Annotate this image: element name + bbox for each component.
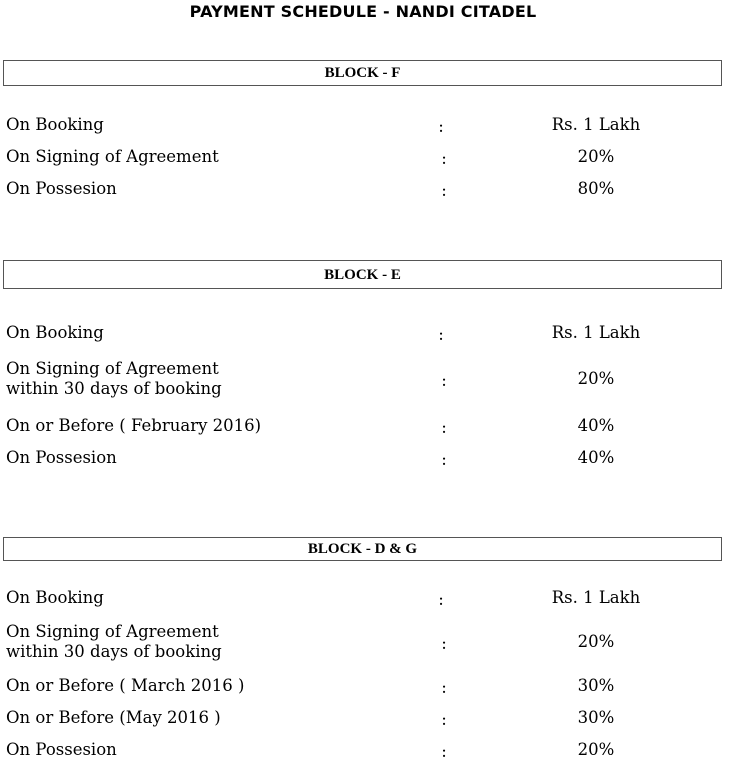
- block-dg-row-march: [0, 676, 736, 696]
- row-separator: :: [438, 117, 444, 136]
- row-value: 30%: [577, 708, 615, 727]
- row-separator: :: [441, 418, 447, 437]
- row-value: 40%: [577, 416, 615, 435]
- block-f-header: BLOCK - F: [3, 60, 722, 86]
- block-e-row-possession: [0, 448, 736, 468]
- row-label: On Booking: [6, 323, 104, 342]
- block-e-row-february: [0, 416, 736, 436]
- block-dg-row-booking: [0, 588, 736, 608]
- row-label: On Possesion: [6, 448, 117, 467]
- block-f-row-agreement: [0, 147, 736, 167]
- row-value: 30%: [577, 676, 615, 695]
- block-e-row-booking: [0, 323, 736, 343]
- row-separator: :: [438, 590, 444, 609]
- block-dg-row-possession: [0, 740, 736, 760]
- row-label: On Signing of Agreement: [6, 147, 219, 166]
- block-f-row-possession: [0, 179, 736, 199]
- row-separator: :: [441, 149, 447, 168]
- row-value: 20%: [577, 632, 615, 651]
- row-separator: :: [441, 181, 447, 200]
- row-value: Rs. 1 Lakh: [551, 588, 641, 607]
- block-e-row-agreement: [0, 359, 736, 399]
- row-separator: :: [441, 678, 447, 697]
- block-dg-header: BLOCK - D & G: [3, 537, 722, 561]
- row-value: Rs. 1 Lakh: [551, 115, 641, 134]
- block-dg-row-may: [0, 708, 736, 728]
- row-separator: :: [441, 742, 447, 761]
- row-label: On Signing of Agreement: [6, 622, 219, 641]
- row-label: On Possesion: [6, 740, 117, 759]
- row-label: On or Before (May 2016 ): [6, 708, 221, 727]
- row-label-line2: within 30 days of booking: [6, 642, 222, 661]
- row-separator: :: [441, 371, 447, 390]
- row-value: 20%: [577, 369, 615, 388]
- row-separator: :: [438, 325, 444, 344]
- block-e-header: BLOCK - E: [3, 260, 722, 289]
- row-label: On Booking: [6, 588, 104, 607]
- row-separator: :: [441, 634, 447, 653]
- row-label: On or Before ( March 2016 ): [6, 676, 245, 695]
- row-label: On Booking: [6, 115, 104, 134]
- row-value: 20%: [577, 147, 615, 166]
- row-label: On Possesion: [6, 179, 117, 198]
- row-separator: :: [441, 450, 447, 469]
- row-value: 20%: [577, 740, 615, 759]
- row-value: 40%: [577, 448, 615, 467]
- row-value: 80%: [577, 179, 615, 198]
- row-label: On Signing of Agreement: [6, 359, 219, 378]
- block-f-row-booking: [0, 115, 736, 135]
- page-title: PAYMENT SCHEDULE - NANDI CITADEL: [189, 2, 537, 21]
- row-separator: :: [441, 710, 447, 729]
- block-dg-row-agreement: [0, 622, 736, 662]
- row-value: Rs. 1 Lakh: [551, 323, 641, 342]
- row-label: On or Before ( February 2016): [6, 416, 262, 435]
- row-label-line2: within 30 days of booking: [6, 379, 222, 398]
